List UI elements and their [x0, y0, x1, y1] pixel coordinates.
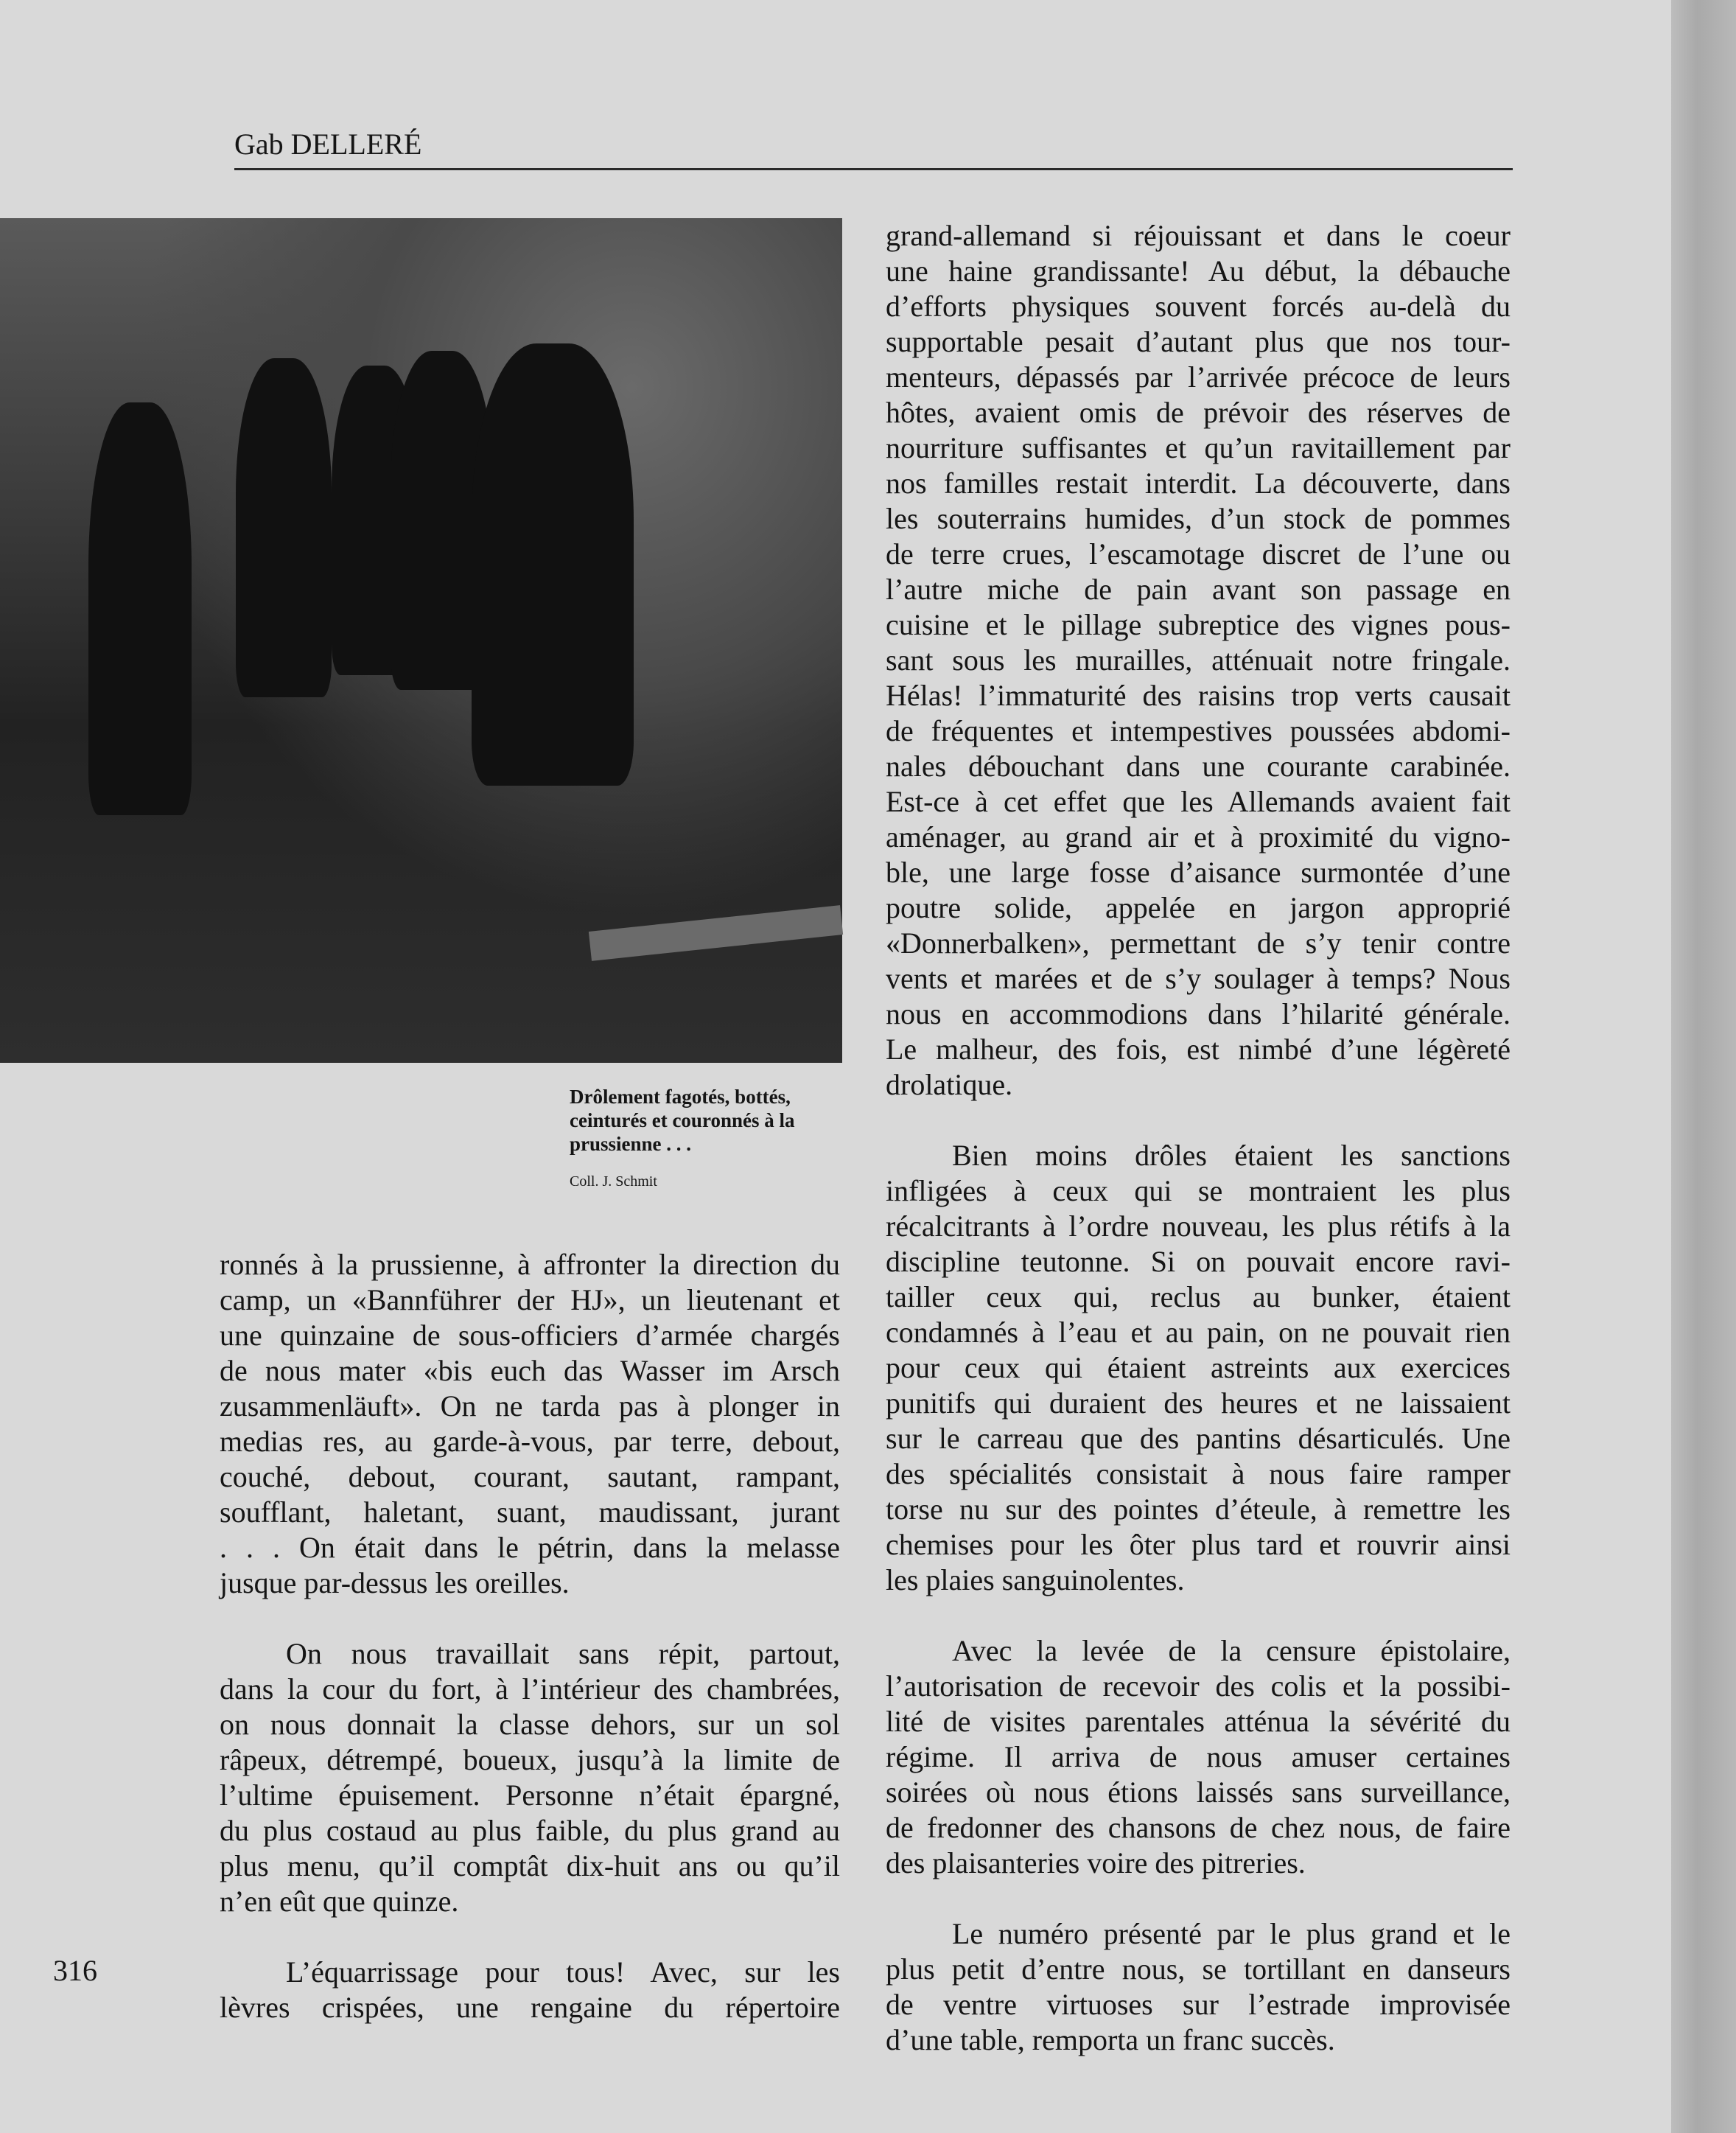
text-line: infligées à ceux qui se montraient les plus — [886, 1174, 1511, 1207]
text-line: Hélas! l’immaturité des raisins trop verts causait — [886, 679, 1511, 712]
text-line: l’autorisation de recevoir des colis et la possibi- — [886, 1669, 1511, 1703]
page-edge — [1671, 0, 1736, 2133]
paragraph — [220, 1636, 840, 1919]
text-line: torse nu sur des pointes d’éteule, à remettre les — [886, 1493, 1511, 1526]
text-line: L’équarrissage pour tous! Avec, sur les — [286, 1955, 840, 1989]
text-line: sant sous les murailles, atténuait notre fringale. — [886, 643, 1511, 677]
text-line: sur le carreau que des pantins désarticulés. Une — [886, 1422, 1511, 1455]
text-line: Est-ce à cet effet que les Allemands avaient fait — [886, 785, 1511, 818]
text-line: dans la cour du fort, à l’intérieur des chambrées, — [220, 1672, 840, 1706]
text-line: On nous travaillait sans répit, partout, — [286, 1637, 840, 1670]
text-line: poutre solide, appelée en jargon approprié — [886, 891, 1511, 924]
text-line: camp, un «Bannführer der HJ», un lieutenant et — [220, 1283, 840, 1316]
text-line: de ventre virtuoses sur l’estrade improvisée — [886, 1988, 1511, 2021]
photo-caption: Drôlement fagotés, bottés, ceinturés et couronnés à la prussienne . . . — [570, 1086, 795, 1155]
page-number: 316 — [53, 1954, 97, 1987]
text-line: supportable pesait d’autant plus que nos tour- — [886, 325, 1511, 358]
text-line: de fredonner des chansons de chez nous, de faire — [886, 1811, 1511, 1844]
text-line: chemises pour les ôter plus tard et rouvrir ainsi — [886, 1528, 1511, 1561]
paragraph — [886, 1916, 1511, 2058]
text-line: les souterrains humides, d’un stock de pommes — [886, 502, 1511, 535]
text-line: medias res, au garde-à-vous, par terre, debout, — [220, 1425, 840, 1458]
paragraph — [220, 1247, 840, 1601]
text-line: condamnés à l’eau et au pain, on ne pouvait rien — [886, 1316, 1511, 1349]
text-line: régime. Il arriva de nous amuser certaines — [886, 1740, 1511, 1773]
text-line: soufflant, haletant, suant, maudissant, jurant — [220, 1495, 840, 1529]
text-line: nales débouchant dans une courante carabinée. — [886, 750, 1511, 783]
text-line: plus menu, qu’il comptât dix-huit ans ou qu’il — [220, 1849, 840, 1882]
text-line: ronnés à la prussienne, à affronter la direction du — [220, 1248, 840, 1281]
text-line: nourriture suffisantes et qu’un ravitaillement par — [886, 431, 1511, 464]
paragraph — [220, 1955, 840, 2025]
text-line: nous en accommodions dans l’hilarité générale. — [886, 997, 1511, 1030]
right-column — [886, 218, 1511, 2093]
text-line: «Donnerbalken», permettant de s’y tenir contre — [886, 926, 1511, 960]
text-line: lèvres crispées, une rengaine du répertoire — [220, 1991, 840, 2024]
text-line: une haine grandissante! Au début, la débauche — [886, 254, 1511, 287]
text-line: tailler ceux qui, reclus au bunker, étaient — [886, 1280, 1511, 1313]
text-line: râpeux, détrempé, boueux, jusqu’à la limite de — [220, 1743, 840, 1776]
left-column — [220, 1247, 840, 2061]
text-line: Le numéro présenté par le plus grand et le — [952, 1917, 1511, 1950]
text-line: n’en eût que quinze. — [220, 1885, 459, 1918]
paragraph — [886, 218, 1511, 1103]
text-line: de nous mater «bis euch das Wasser im Arsch — [220, 1354, 840, 1387]
text-line: du plus costaud au plus faible, du plus grand au — [220, 1814, 840, 1847]
text-line: lité de visites parentales atténua la sévérité du — [886, 1705, 1511, 1738]
text-line: discipline teutonne. Si on pouvait encore ravi- — [886, 1245, 1511, 1278]
text-line: des plaisanteries voire des pitreries. — [886, 1846, 1306, 1879]
text-line: on nous donnait la classe dehors, sur un sol — [220, 1708, 840, 1741]
photograph-five-young-men-in-uniform — [0, 218, 842, 1063]
text-line: nos familles restait interdit. La découverte, dans — [886, 467, 1511, 500]
text-line: des spécialités consistait à nous faire ramper — [886, 1457, 1511, 1490]
photo-credit: Coll. J. Schmit — [570, 1173, 657, 1190]
text-line: récalcitrants à l’ordre nouveau, les plus rétifs à la — [886, 1209, 1511, 1243]
paragraph — [886, 1633, 1511, 1881]
text-line: aménager, au grand air et à proximité du vigno- — [886, 820, 1511, 853]
text-line: Bien moins drôles étaient les sanctions — [952, 1139, 1511, 1172]
text-line: Le malheur, des fois, est nimbé d’une légèreté — [886, 1033, 1511, 1066]
text-line: punitifs qui duraient des heures et ne laissaient — [886, 1386, 1511, 1420]
text-line: de terre crues, l’escamotage discret de l’une ou — [886, 537, 1511, 570]
text-line: jusque par-dessus les oreilles. — [220, 1566, 570, 1599]
text-line: drolatique. — [886, 1068, 1013, 1101]
text-line: vents et marées et de s’y soulager à temps? Nous — [886, 962, 1511, 995]
text-line: les plaies sanguinolentes. — [886, 1563, 1185, 1596]
text-line: l’ultime épuisement. Personne n’était épargné, — [220, 1778, 840, 1812]
text-line: zusammenläuft». On ne tarda pas à plonger in — [220, 1389, 840, 1422]
paragraph — [886, 1138, 1511, 1598]
text-line: grand-allemand si réjouissant et dans le coeur — [886, 219, 1511, 252]
header-rule — [234, 168, 1513, 170]
text-line: cuisine et le pillage subreptice des vignes pous- — [886, 608, 1511, 641]
running-header-author: Gab DELLERÉ — [234, 128, 422, 161]
text-line: . . . On était dans le pétrin, dans la melasse — [220, 1531, 840, 1564]
text-line: d’efforts physiques souvent forcés au-delà du — [886, 290, 1511, 323]
text-line: menteurs, dépassés par l’arrivée précoce de leurs — [886, 360, 1511, 394]
text-line: d’une table, remporta un franc succès. — [886, 2023, 1335, 2056]
text-line: l’autre miche de pain avant son passage en — [886, 573, 1511, 606]
text-line: couché, debout, courant, sautant, rampant, — [220, 1460, 840, 1493]
text-line: de fréquentes et intempestives poussées abdomi- — [886, 714, 1511, 747]
text-line: une quinzaine de sous-officiers d’armée chargés — [220, 1319, 840, 1352]
text-line: hôtes, avaient omis de prévoir des réserves de — [886, 396, 1511, 429]
text-line: plus petit d’entre nous, se tortillant en danseurs — [886, 1952, 1511, 1986]
text-line: soirées où nous étions laissés sans surveillance, — [886, 1776, 1511, 1809]
text-line: pour ceux qui étaient astreints aux exercices — [886, 1351, 1511, 1384]
text-line: Avec la levée de la censure épistolaire, — [952, 1634, 1511, 1667]
text-line: ble, une large fosse d’aisance surmontée d’une — [886, 856, 1511, 889]
